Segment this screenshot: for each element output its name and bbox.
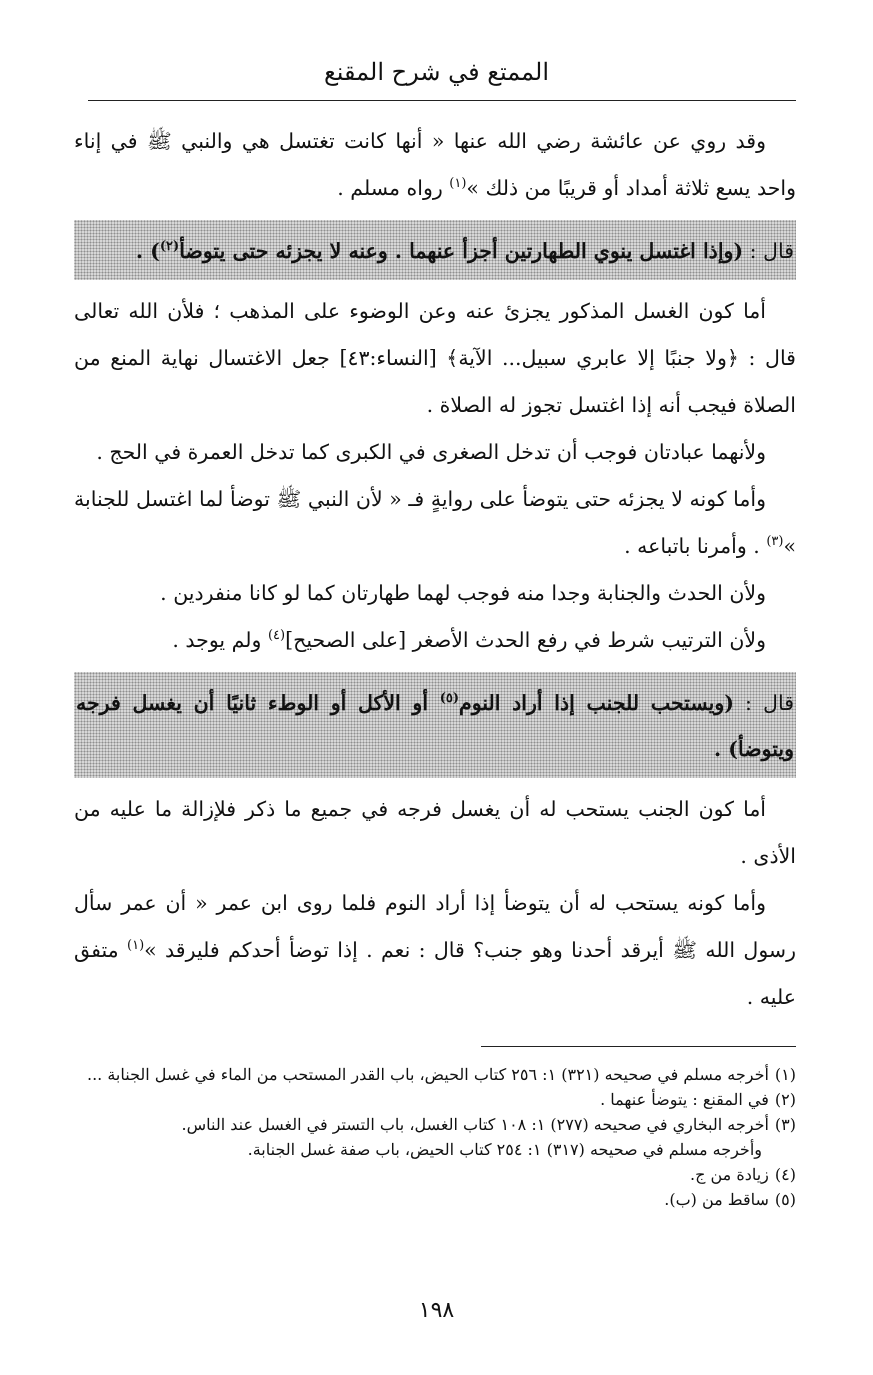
- matn-text: (وإذا اغتسل ينوي الطهارتين أجزأ عنهما . وعنه لا يجزئه حتى يتوضأ: [179, 239, 744, 263]
- paragraph: أما كون الجنب يستحب له أن يغسل فرجه في جميع ما ذكر فلإزالة ما عليه من الأذى .: [74, 797, 796, 868]
- footnote-item: [74, 1112, 796, 1137]
- footnote-item: [74, 1187, 796, 1212]
- footnote-ref: (٣): [766, 534, 784, 550]
- paragraph-text: متفق عليه .: [74, 938, 796, 1009]
- paragraph: أما كون الغسل المذكور يجزئ عنه وعن الوضوء على المذهب ؛ فلأن الله تعالى قال : ﴿ولا جنبًا إلا عابري سبيل... الآية﴾ [النساء:٤٣] جعل الاغتسال نهاية المنع من الصلاة فيجب أنه إذا اغتسل تجوز له الصلاة .: [74, 299, 796, 417]
- main-text: [74, 118, 796, 1021]
- paragraph-text: وأما كونه لا يجزئه حتى يتوضأ على روايةٍ فـ « لأن النبي ﷺ توضأ لما اغتسل للجنابة »: [74, 487, 796, 558]
- matn-box-2: [74, 672, 796, 778]
- footnote-ref: (٥): [439, 691, 460, 707]
- qal-label: قال :: [733, 691, 795, 715]
- footnote-text: ساقط من (ب).: [664, 1190, 769, 1209]
- paragraph: ولأنهما عبادتان فوجب أن تدخل الصغرى في الكبرى كما تدخل العمرة في الحج .: [96, 440, 766, 464]
- footnote-ref: (٤): [267, 628, 286, 644]
- footnote-text: أخرجه مسلم في صحيحه (٣٢١) ١: ٢٥٦ كتاب الحيض، باب القدر المستحب من الماء في غسل الجنابة ...: [86, 1065, 769, 1084]
- footnote-number: (١): [774, 1065, 796, 1084]
- footnote-item: [74, 1162, 796, 1187]
- paragraph-text: ولم يوجد .: [172, 628, 268, 652]
- header-rule: [88, 100, 796, 101]
- footnote-number: (٥): [774, 1190, 796, 1209]
- qal-label: قال :: [743, 239, 794, 263]
- footnote-ref: (١): [449, 176, 467, 192]
- paragraph-text: وأما كونه يستحب له أن يتوضأ إذا أراد النوم فلما روى ابن عمر « أن عمر سأل رسول الله ﷺ أيرقد أحدنا وهو جنب؟ قال : نعم . إذا توضأ أحدكم فليرقد »: [74, 891, 796, 962]
- footnote-item: [74, 1062, 796, 1087]
- paragraph: [74, 617, 796, 664]
- footnotes: [74, 1062, 796, 1212]
- footnote-ref: (٢): [159, 239, 180, 255]
- matn-text: ) .: [135, 239, 160, 263]
- footnote-item: [74, 1087, 796, 1112]
- footnote-rule: [481, 1046, 796, 1047]
- footnote-text: زيادة من ج.: [690, 1165, 769, 1184]
- paragraph-text: ولأن الترتيب شرط في رفع الحدث الأصغر [على الصحيح]: [285, 628, 766, 652]
- footnote-number: (٣): [774, 1115, 796, 1134]
- paragraph-aisha-hadith: [74, 118, 796, 212]
- paragraph: [74, 880, 796, 1021]
- matn-text: أو الأكل أو الوطء ثانيًا أن يغسل فرجه ويتوضأ) .: [76, 691, 794, 761]
- paragraph-text: رواه مسلم .: [337, 176, 450, 200]
- page-number: ١٩٨: [418, 1298, 455, 1323]
- matn-box-1: [74, 220, 796, 280]
- footnote-number: (٢): [774, 1090, 796, 1109]
- footnote-ref: (١): [127, 938, 145, 954]
- matn-text: (ويستحب للجنب إذا أراد النوم: [459, 691, 734, 715]
- paragraph: ولأن الحدث والجنابة وجدا منه فوجب لهما طهارتان كما لو كانا منفردين .: [160, 581, 766, 605]
- footnote-number: (٤): [774, 1165, 796, 1184]
- paragraph: [74, 476, 796, 570]
- footnote-text: في المقنع : يتوضأ عنهما .: [600, 1090, 769, 1109]
- footnote-text: أخرجه البخاري في صحيحه (٢٧٧) ١: ١٠٨ كتاب الغسل، باب التستر في الغسل عند الناس.: [181, 1115, 769, 1134]
- page-header-title: الممتع في شرح المقنع: [324, 58, 549, 86]
- paragraph-text: وقد روي عن عائشة رضي الله عنها « أنها كانت تغتسل هي والنبي ﷺ في إناء واحد يسع ثلاثة أمداد أو قريبًا من ذلك »: [74, 129, 796, 200]
- paragraph-text: . وأمرنا باتباعه .: [624, 534, 767, 558]
- footnote-continuation: وأخرجه مسلم في صحيحه (٣١٧) ١: ٢٥٤ كتاب الحيض، باب صفة غسل الجنابة.: [247, 1140, 762, 1159]
